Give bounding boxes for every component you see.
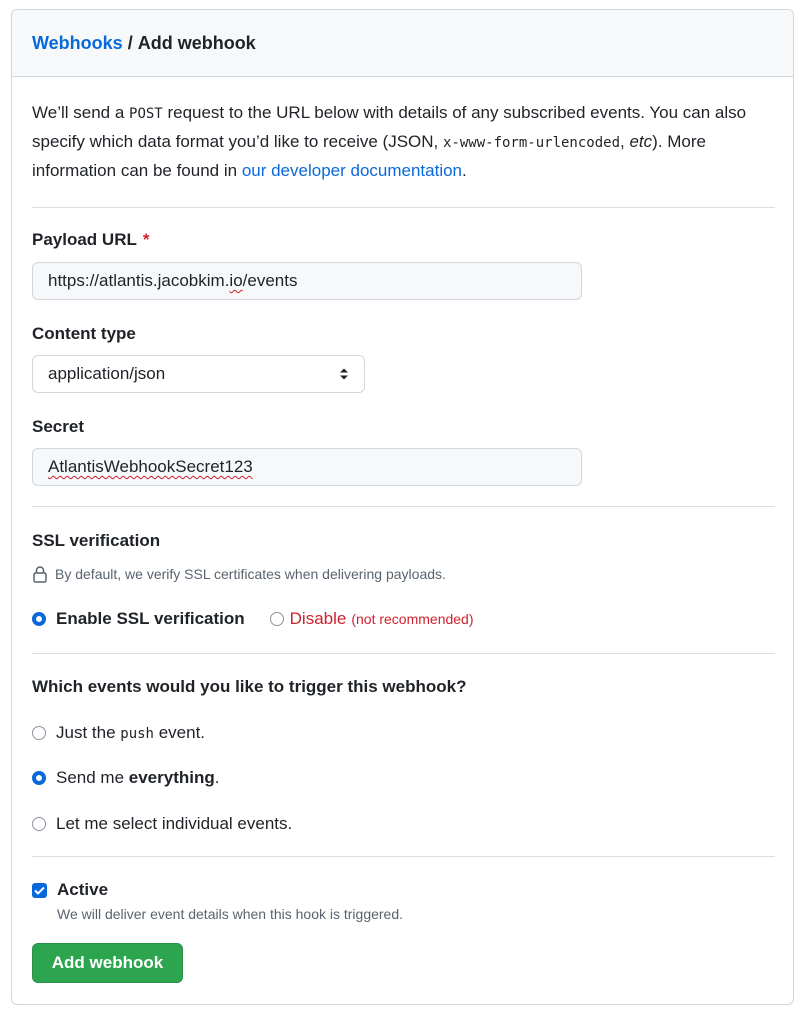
payload-url-value: /events [242,271,298,290]
format-code: x-www-form-urlencoded [443,135,621,151]
ssl-note-text: By default, we verify SSL certificates when delivering payloads. [55,566,446,582]
checkmark-icon [34,886,45,895]
ssl-disable-label[interactable]: Disable [289,609,347,628]
event-push-label-text: Just the [56,723,121,742]
intro-text-part: , [620,132,630,151]
event-push-label[interactable] [56,723,205,743]
payload-url-value: https://atlantis.jacobkim. [48,271,230,290]
ssl-note [32,565,446,583]
intro-text [32,99,775,184]
add-webhook-button[interactable]: Add webhook [32,943,183,983]
event-everything-label[interactable] [56,768,219,788]
content-type-select[interactable] [32,355,365,393]
event-individual-radio[interactable] [32,817,46,831]
required-marker: * [142,230,150,249]
active-option[interactable] [32,880,108,900]
everything-bold: everything [128,768,215,787]
divider [32,653,775,654]
push-code: push [120,726,154,742]
ssl-disable-radio[interactable] [270,612,284,626]
secret-label: Secret [32,417,84,436]
breadcrumb-webhooks-link[interactable]: Webhooks [32,32,123,53]
event-everything-radio[interactable] [32,771,46,785]
payload-url-label [32,230,149,250]
divider [32,207,775,208]
ssl-enable-radio[interactable] [32,612,46,626]
webhook-form-box [11,9,794,1005]
event-individual-label[interactable]: Let me select individual events. [56,814,293,833]
page-title: Add webhook [137,32,256,53]
divider [32,856,775,857]
ssl-enable-label[interactable]: Enable SSL verification [56,609,245,628]
breadcrumb-separator: / [127,32,133,53]
active-description: We will deliver event details when this hook is triggered. [57,906,404,922]
select-arrows-icon [339,367,349,381]
event-option-everything[interactable] [32,768,219,788]
payload-url-label-text: Payload URL [32,230,137,249]
content-type-selected-value: application/json [48,364,166,383]
developer-documentation-link[interactable]: our developer documentation [241,161,463,180]
event-everything-label-text: . [214,768,220,787]
content-type-label: Content type [32,324,136,343]
post-method-code: POST [129,106,163,122]
ssl-options [32,609,474,629]
payload-url-value: io [229,271,243,290]
lock-icon [32,565,48,583]
intro-text-part: request to the URL below with details of any subscribed events. You can also specify which data format you’d like to receive (JSON, [32,103,747,151]
event-option-individual[interactable] [32,814,292,834]
active-label[interactable]: Active [57,880,109,899]
events-heading: Which events would you like to trigger this webhook? [32,677,467,696]
event-everything-label-text: Send me [56,768,129,787]
intro-text-part: We’ll send a [32,103,130,122]
intro-text-part: ). More information can be found in [32,132,706,180]
etc-text: etc [629,132,653,151]
payload-url-input[interactable] [32,262,582,300]
event-push-label-text: event. [153,723,206,742]
event-option-push[interactable] [32,723,205,743]
divider [32,506,775,507]
ssl-heading: SSL verification [32,531,161,550]
breadcrumb [12,10,793,77]
intro-text-part: . [462,161,467,180]
secret-value: AtlantisWebhookSecret123 [48,457,253,476]
ssl-disable-note: (not recommended) [351,611,474,627]
form-body [32,77,775,972]
event-push-radio[interactable] [32,726,46,740]
secret-input[interactable] [32,448,582,486]
active-checkbox[interactable] [32,883,47,898]
